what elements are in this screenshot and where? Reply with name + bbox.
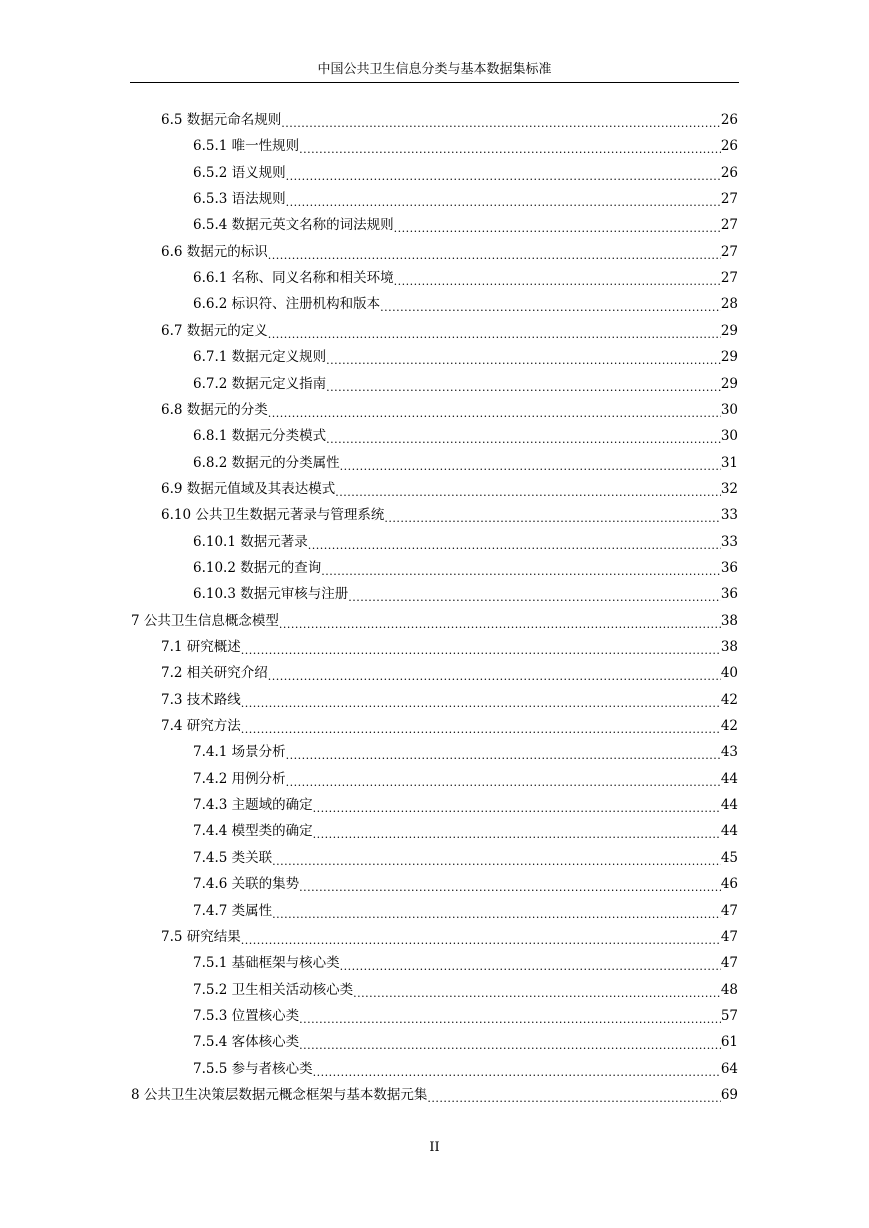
toc-entry-page: 27 <box>720 270 738 287</box>
toc-entry-title: 7.5.3 位置核心类 <box>193 1007 300 1024</box>
toc-entry[interactable] <box>193 1056 738 1082</box>
toc-leader-dots <box>348 581 721 607</box>
toc-entry[interactable] <box>161 924 738 950</box>
toc-leader-dots <box>241 713 721 739</box>
toc-leader-dots <box>427 1082 720 1108</box>
toc-entry-title: 6.7 数据元的定义 <box>161 322 268 339</box>
toc-leader-dots <box>241 687 721 713</box>
toc-entry[interactable] <box>193 265 738 291</box>
toc-entry-page: 33 <box>720 533 738 550</box>
toc-entry[interactable] <box>193 133 738 159</box>
toc-entry-title: 6.10.2 数据元的查询 <box>193 559 322 576</box>
toc-entry[interactable] <box>193 818 738 844</box>
toc-entry-page: 27 <box>720 217 738 234</box>
toc-leader-dots <box>299 1003 721 1029</box>
toc-entry-page: 47 <box>720 902 738 919</box>
toc-leader-dots <box>241 924 721 950</box>
toc-entry-title: 6.5.2 语义规则 <box>193 164 286 181</box>
toc-entry[interactable] <box>193 766 738 792</box>
toc-entry[interactable] <box>193 977 738 1003</box>
toc-entry-page: 44 <box>720 823 738 840</box>
header-rule <box>130 82 739 83</box>
toc-entry-page: 31 <box>720 454 738 471</box>
toc-entry[interactable] <box>161 634 738 660</box>
toc-entry[interactable] <box>193 160 738 186</box>
toc-entry-page: 29 <box>720 349 738 366</box>
toc-leader-dots <box>299 133 721 159</box>
toc-entry-page: 30 <box>720 401 738 418</box>
toc-entry-title: 6.10.1 数据元著录 <box>193 533 308 550</box>
toc-entry-page: 40 <box>720 665 738 682</box>
toc-entry-title: 6.6.2 标识符、注册机构和版本 <box>193 296 381 313</box>
toc-leader-dots <box>353 977 721 1003</box>
toc-leader-dots <box>268 397 721 423</box>
toc-entry-page: 44 <box>720 797 738 814</box>
toc-entry[interactable] <box>193 581 738 607</box>
toc-entry-page: 42 <box>720 718 738 735</box>
toc-entry-title: 7.5.1 基础框架与核心类 <box>193 955 340 972</box>
toc-entry[interactable] <box>161 397 738 423</box>
toc-leader-dots <box>286 160 721 186</box>
toc-leader-dots <box>326 371 721 397</box>
toc-entry-page: 29 <box>720 322 738 339</box>
toc-entry-page: 27 <box>720 243 738 260</box>
toc-leader-dots <box>394 212 721 238</box>
toc-entry[interactable] <box>193 871 738 897</box>
toc-entry[interactable] <box>131 1082 738 1108</box>
toc-leader-dots <box>308 529 721 555</box>
toc-entry-title: 6.8.2 数据元的分类属性 <box>193 454 340 471</box>
toc-entry[interactable] <box>193 344 738 370</box>
toc-entry[interactable] <box>193 1029 738 1055</box>
toc-entry[interactable] <box>193 529 738 555</box>
toc-entry[interactable] <box>161 660 738 686</box>
toc-leader-dots <box>340 950 721 976</box>
toc-entry-title: 7.4.2 用例分析 <box>193 770 286 787</box>
toc-entry-page: 48 <box>720 981 738 998</box>
toc-leader-dots <box>340 450 721 476</box>
toc-entry-page: 57 <box>720 1007 738 1024</box>
toc-leader-dots <box>268 318 721 344</box>
toc-entry-page: 47 <box>720 928 738 945</box>
toc-entry[interactable] <box>193 450 738 476</box>
toc-entry[interactable] <box>161 476 738 502</box>
toc-entry-page: 36 <box>720 586 738 603</box>
toc-entry-page: 29 <box>720 375 738 392</box>
toc-entry-title: 6.5.3 语法规则 <box>193 191 286 208</box>
toc-entry[interactable] <box>193 555 738 581</box>
toc-entry-title: 6.10 公共卫生数据元著录与管理系统 <box>161 507 385 524</box>
toc-leader-dots <box>299 871 721 897</box>
toc-entry-title: 6.5 数据元命名规则 <box>161 112 282 128</box>
toc-leader-dots <box>326 423 721 449</box>
toc-entry-title: 7.4.6 关联的集势 <box>193 876 300 893</box>
toc-entry-title: 8 公共卫生决策层数据元概念框架与基本数据元集 <box>131 1086 428 1103</box>
toc-leader-dots <box>321 555 721 581</box>
toc-entry-title: 6.9 数据元值域及其表达模式 <box>161 480 336 497</box>
toc-leader-dots <box>313 792 721 818</box>
toc-entry[interactable] <box>193 792 738 818</box>
toc-entry[interactable] <box>161 239 738 265</box>
toc-entry[interactable] <box>161 107 738 133</box>
toc-entry[interactable] <box>193 845 738 871</box>
toc-leader-dots <box>299 1029 721 1055</box>
toc-leader-dots <box>384 502 720 528</box>
toc-entry-title: 6.7.1 数据元定义规则 <box>193 349 327 366</box>
toc-leader-dots <box>286 766 721 792</box>
toc-entry[interactable] <box>161 318 738 344</box>
toc-entry-title: 6.5.4 数据元英文名称的词法规则 <box>193 217 394 234</box>
toc-entry-title: 7.5.2 卫生相关活动核心类 <box>193 981 354 998</box>
toc-entry[interactable] <box>131 608 738 634</box>
toc-entry-title: 6.7.2 数据元定义指南 <box>193 375 327 392</box>
toc-entry-title: 7.2 相关研究介绍 <box>161 665 268 682</box>
toc-entry-page: 44 <box>720 770 738 787</box>
toc-entry-title: 6.10.3 数据元审核与注册 <box>193 586 349 603</box>
toc-entry-page: 38 <box>720 639 738 655</box>
toc-entry[interactable] <box>193 1003 738 1029</box>
toc-entry-title: 7.4.5 类关联 <box>193 849 273 866</box>
toc-entry[interactable] <box>193 371 738 397</box>
toc-entry[interactable] <box>161 502 738 528</box>
toc-entry-page: 33 <box>720 507 738 524</box>
toc-entry-title: 7.4.1 场景分析 <box>193 744 286 761</box>
toc-leader-dots <box>272 845 721 871</box>
toc-leader-dots <box>286 186 721 212</box>
toc-entry-page: 42 <box>720 691 738 708</box>
toc-entry-title: 6.8 数据元的分类 <box>161 401 268 418</box>
toc-entry-title: 7.1 研究概述 <box>161 639 241 655</box>
toc-entry-title: 7.4.3 主题域的确定 <box>193 797 313 814</box>
toc-entry[interactable] <box>193 950 738 976</box>
toc-entry[interactable] <box>193 739 738 765</box>
toc-entry-title: 7.4.7 类属性 <box>193 902 273 919</box>
toc-entry-page: 38 <box>720 612 738 629</box>
toc-leader-dots <box>268 239 721 265</box>
toc-entry-page: 69 <box>720 1086 738 1103</box>
toc-entry-title: 7 公共卫生信息概念模型 <box>131 612 279 629</box>
page-number: II <box>429 1140 440 1155</box>
toc-entry-title: 6.6 数据元的标识 <box>161 243 268 260</box>
toc-leader-dots <box>272 898 721 924</box>
toc-leader-dots <box>326 344 721 370</box>
toc-entry-page: 46 <box>720 876 738 893</box>
toc-entry-page: 26 <box>720 164 738 181</box>
toc-entry-title: 7.4.4 模型类的确定 <box>193 823 313 840</box>
toc-entry-page: 43 <box>720 744 738 761</box>
toc-leader-dots <box>268 660 721 686</box>
toc-leader-dots <box>241 634 721 660</box>
toc-entry-page: 27 <box>720 191 738 208</box>
toc-leader-dots <box>335 476 721 502</box>
toc-entry-title: 7.5.4 客体核心类 <box>193 1034 300 1051</box>
toc-leader-dots <box>380 291 721 317</box>
toc-entry[interactable] <box>193 212 738 238</box>
toc-leader-dots <box>286 739 721 765</box>
toc-entry[interactable] <box>161 687 738 713</box>
toc-entry-page: 36 <box>720 559 738 576</box>
toc-entry-page: 64 <box>720 1060 738 1077</box>
toc-entry[interactable] <box>193 186 738 212</box>
toc-entry[interactable] <box>193 898 738 924</box>
toc-entry-page: 32 <box>720 480 738 497</box>
toc-entry-page: 47 <box>720 955 738 972</box>
toc-entry-page: 26 <box>720 138 738 155</box>
toc-entry-title: 6.6.1 名称、同义名称和相关环境 <box>193 270 394 287</box>
toc-entry-title: 7.5.5 参与者核心类 <box>193 1060 313 1077</box>
toc-leader-dots <box>313 818 721 844</box>
toc-leader-dots <box>279 608 721 634</box>
toc-leader-dots <box>281 107 721 133</box>
toc-entry[interactable] <box>193 291 738 317</box>
toc-entry-page: 30 <box>720 428 738 445</box>
running-header: 中国公共卫生信息分类与基本数据集标准 <box>317 62 552 77</box>
toc-leader-dots <box>394 265 721 291</box>
toc-entry-title: 6.5.1 唯一性规则 <box>193 138 300 155</box>
toc-entry-page: 26 <box>720 112 738 128</box>
toc-entry[interactable] <box>193 423 738 449</box>
toc-entry-page: 61 <box>720 1034 738 1051</box>
toc-entry[interactable] <box>161 713 738 739</box>
toc-entry-page: 28 <box>720 296 738 313</box>
toc-entry-title: 7.4 研究方法 <box>161 718 241 735</box>
toc-entry-page: 45 <box>720 849 738 866</box>
toc-entry-title: 6.8.1 数据元分类模式 <box>193 428 327 445</box>
toc-entry-title: 7.5 研究结果 <box>161 928 241 945</box>
toc-leader-dots <box>313 1056 721 1082</box>
toc-entry-title: 7.3 技术路线 <box>161 691 241 708</box>
